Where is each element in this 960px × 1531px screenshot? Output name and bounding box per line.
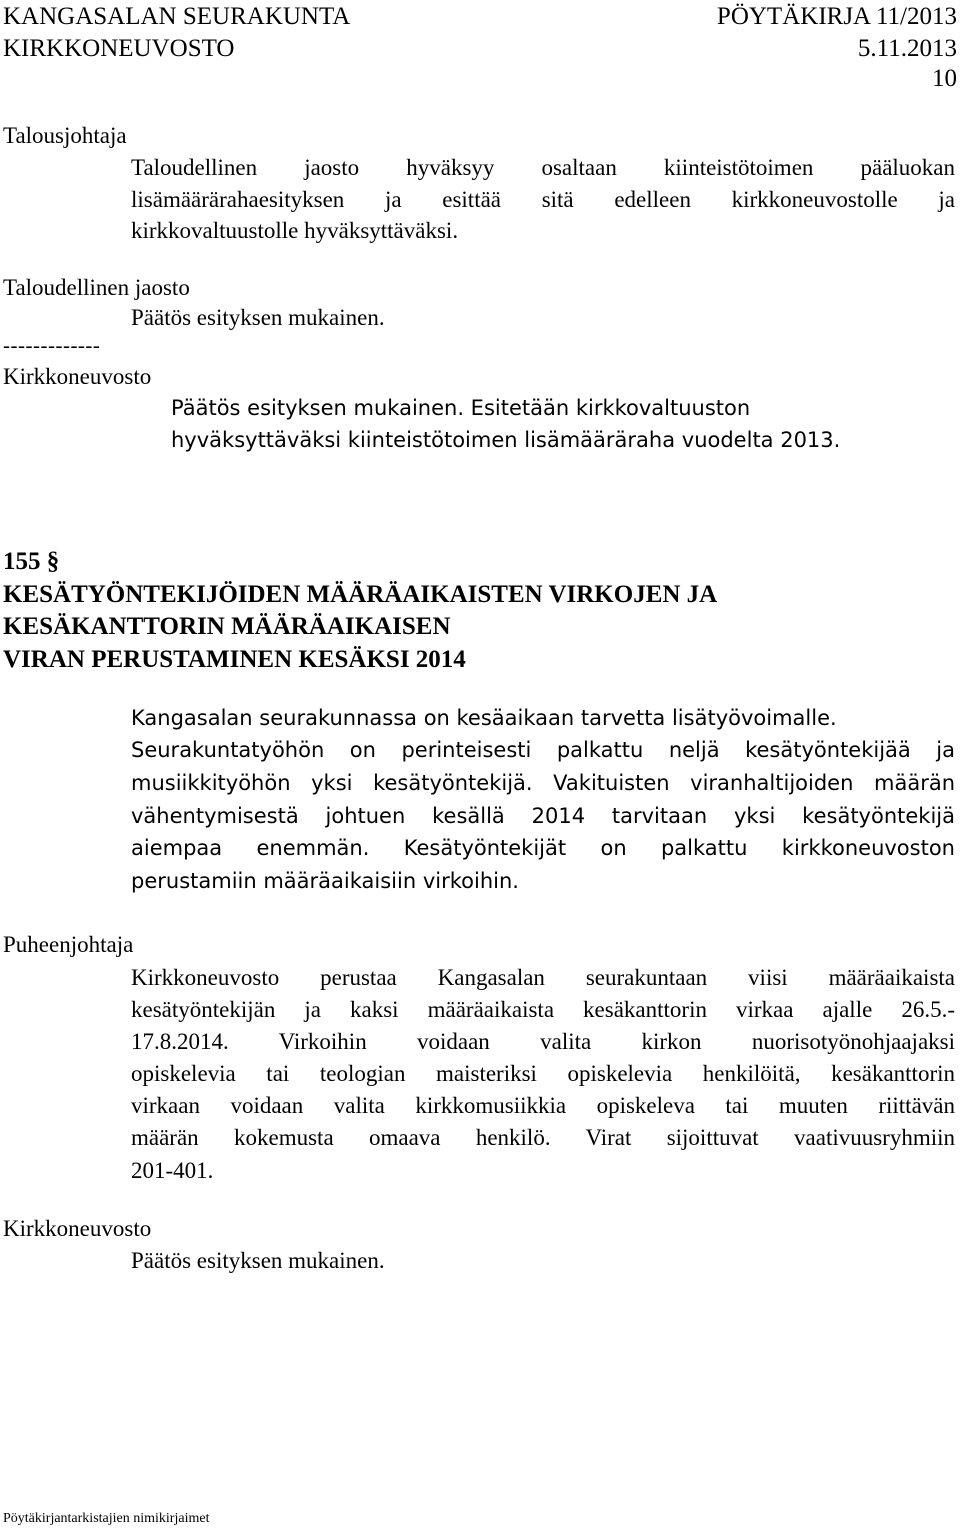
page-number: 10 bbox=[932, 65, 957, 92]
kirkkoneuvosto-label: Kirkkoneuvosto bbox=[3, 364, 152, 389]
intro-line-5: aiempaa enemmän. Kesätyöntekijät on palkattu kirkkoneuvoston bbox=[131, 836, 955, 860]
puheenjohtaja-line-6: määrän kokemusta omaava henkilö. Virat sijoittuvat vaativuusryhmiin bbox=[131, 1125, 955, 1150]
kirkkoneuvosto-155-label: Kirkkoneuvosto bbox=[3, 1216, 152, 1241]
puheenjohtaja-line-2: kesätyöntekijän ja kaksi määräaikaista kesäkanttorin virkaa ajalle 26.5.- bbox=[131, 997, 955, 1022]
header-doc-type: PÖYTÄKIRJA 11/2013 bbox=[716, 3, 957, 30]
puheenjohtaja-line-3: 17.8.2014. Virkoihin voidaan valita kirkon nuorisotyönohjaajaksi bbox=[131, 1029, 955, 1054]
intro-line-3: musiikkityöhön yksi kesätyöntekijä. Vakituisten viranhaltijoiden määrän bbox=[131, 771, 955, 795]
talousjohtaja-label: Talousjohtaja bbox=[3, 123, 127, 148]
kirkkoneuvosto-155-decision: Päätös esityksen mukainen. bbox=[131, 1248, 385, 1273]
kirkkoneuvosto-line-1: Päätös esityksen mukainen. Esitetään kirkkovaltuuston bbox=[171, 396, 751, 420]
talousjohtaja-line-1: Taloudellinen jaosto hyväksyy osaltaan kiinteistötoimen pääluokan bbox=[131, 155, 955, 180]
intro-line-1: Kangasalan seurakunnassa on kesäaikaan tarvetta lisätyövoimalle. bbox=[131, 706, 837, 730]
jaosto-label: Taloudellinen jaosto bbox=[3, 275, 190, 300]
puheenjohtaja-line-4: opiskelevia tai teologian maisteriksi opiskelevia henkilöitä, kesäkanttorin bbox=[131, 1061, 955, 1086]
puheenjohtaja-line-5: virkaan voidaan valita kirkkomusiikkia opiskeleva tai muuten riittävän bbox=[131, 1093, 955, 1118]
talousjohtaja-line-2: lisämäärärahaesityksen ja esittää sitä edelleen kirkkoneuvostolle ja bbox=[131, 187, 955, 212]
footer-initials: Pöytäkirjantarkistajien nimikirjaimet bbox=[3, 1511, 210, 1526]
section-title-line-1: KESÄTYÖNTEKIJÖIDEN MÄÄRÄAIKAISTEN VIRKOJEN JA bbox=[3, 581, 718, 608]
kirkkoneuvosto-line-2: hyväksyttäväksi kiinteistötoimen lisämääräraha vuodelta 2013. bbox=[171, 428, 841, 452]
jaosto-decision: Päätös esityksen mukainen. bbox=[131, 305, 385, 330]
intro-line-2: Seurakuntatyöhön on perinteisesti palkattu neljä kesätyöntekijää ja bbox=[131, 738, 955, 762]
separator: ------------- bbox=[3, 333, 101, 357]
header-body: KIRKKONEUVOSTO bbox=[3, 35, 235, 62]
intro-line-4: vähentymisestä johtuen kesällä 2014 tarvitaan yksi kesätyöntekijä bbox=[131, 804, 955, 828]
puheenjohtaja-line-7: 201-401. bbox=[131, 1158, 214, 1183]
puheenjohtaja-line-1: Kirkkoneuvosto perustaa Kangasalan seurakuntaan viisi määräaikaista bbox=[131, 965, 955, 990]
section-title-line-2: KESÄKANTTORIN MÄÄRÄAIKAISEN bbox=[3, 613, 451, 640]
talousjohtaja-line-3: kirkkovaltuustolle hyväksyttäväksi. bbox=[131, 218, 459, 243]
intro-line-6: perustamiin määräaikaisiin virkoihin. bbox=[131, 869, 519, 893]
header-date: 5.11.2013 bbox=[857, 35, 957, 62]
header-org: KANGASALAN SEURAKUNTA bbox=[3, 3, 351, 30]
puheenjohtaja-label: Puheenjohtaja bbox=[3, 932, 134, 957]
section-title-line-3: VIRAN PERUSTAMINEN KESÄKSI 2014 bbox=[3, 646, 466, 673]
section-number: 155 § bbox=[3, 548, 60, 575]
